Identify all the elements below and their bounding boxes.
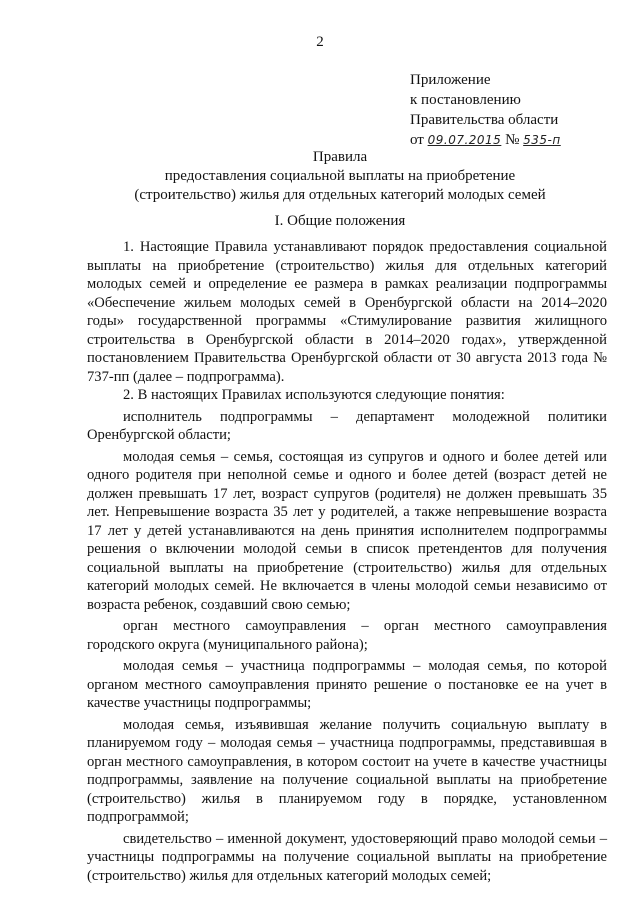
handwritten-date: 09.07.2015 — [427, 133, 502, 147]
page-number: 2 — [316, 34, 324, 50]
number-sign: № — [505, 132, 520, 148]
title-line-3: (строительство) жилья для отдельных категорий молодых семей — [134, 187, 546, 203]
appendix-line-1: Приложение — [410, 72, 491, 88]
handwritten-number: 535-п — [523, 133, 561, 147]
definition-executor: исполнитель подпрограммы – департамент молодежной политики Оренбургской области; — [87, 408, 607, 443]
paragraph-1: 1. Настоящие Правила устанавливают порядок предоставления социальной выплаты на приобретение (строительство) жилья для отдельных категорий молодых семей и определение ее размера в рамках реализации подпрограммы «Обеспечение жильем молодых семей в Оренбургской области на 2014–2020 годы» государственной программы «Стимулирование развития жилищного строительства в Оренбургской области в 2014–2020 годах», утвержденной постановлением Правительства Оренбургской области от 30 августа 2013 года № 737-пп (далее – подпрограмма). — [87, 239, 607, 385]
definition-applicant-family: молодая семья, изъявившая желание получить социальную выплату в планируемом году – молодая семья – участница подпрограммы, представившая в орган местного самоуправления, в котором состоит на учете в качестве участницы подпрограммы, заявление на получение социальной выплаты на приобретение (строительство) жилья в планируемом году в порядке, установленном подпрограммой; — [87, 716, 607, 825]
appendix-line-2: к постановлению — [410, 92, 521, 108]
appendix-line-3: Правительства области — [410, 112, 559, 128]
definition-local-authority: орган местного самоуправления – орган местного самоуправления городского округа (муниципального района); — [87, 618, 607, 653]
section-heading: I. Общие положения — [274, 213, 406, 229]
paragraph-2: 2. В настоящих Правилах используются следующие понятия: — [123, 387, 505, 403]
definition-certificate: свидетельство – именной документ, удостоверяющий право молодой семьи – участницы подпрограммы на получение социальной выплаты на приобретение (строительство) жилья для отдельных категорий молодых семей; — [87, 830, 607, 884]
document-title — [60, 148, 620, 205]
definition-young-family: молодая семья – семья, состоящая из супругов и одного и более детей или одного родителя при неполной семье и одного и более детей (возраст детей не должен превышать 17 лет, возраст супругов (родителя) не должен превышать 35 лет. Непревышение возраста 35 лет у родителей, а также непревышение возраста 17 лет у детей устанавливаются на день принятия исполнителем подпрограммы решения о включении молодой семьи в список претендентов для получения социальной выплаты на приобретение (строительство) жилья для отдельных категорий молодых семей. Не включается в члены молодой семьи независимо от возраста ребенок, создавший свою семью; — [87, 448, 607, 613]
appendix-date-line — [410, 130, 561, 150]
from-label: от — [410, 132, 424, 148]
appendix-block — [410, 70, 561, 150]
definition-participant-family: молодая семья – участница подпрограммы – молодая семья, по которой органом местного самоуправления принято решение о постановке ее на учет в качестве участницы подпрограммы; — [87, 658, 607, 711]
body-text — [87, 238, 607, 885]
title-line-1: Правила — [312, 149, 368, 165]
title-line-2: предоставления социальной выплаты на приобретение — [164, 168, 516, 184]
